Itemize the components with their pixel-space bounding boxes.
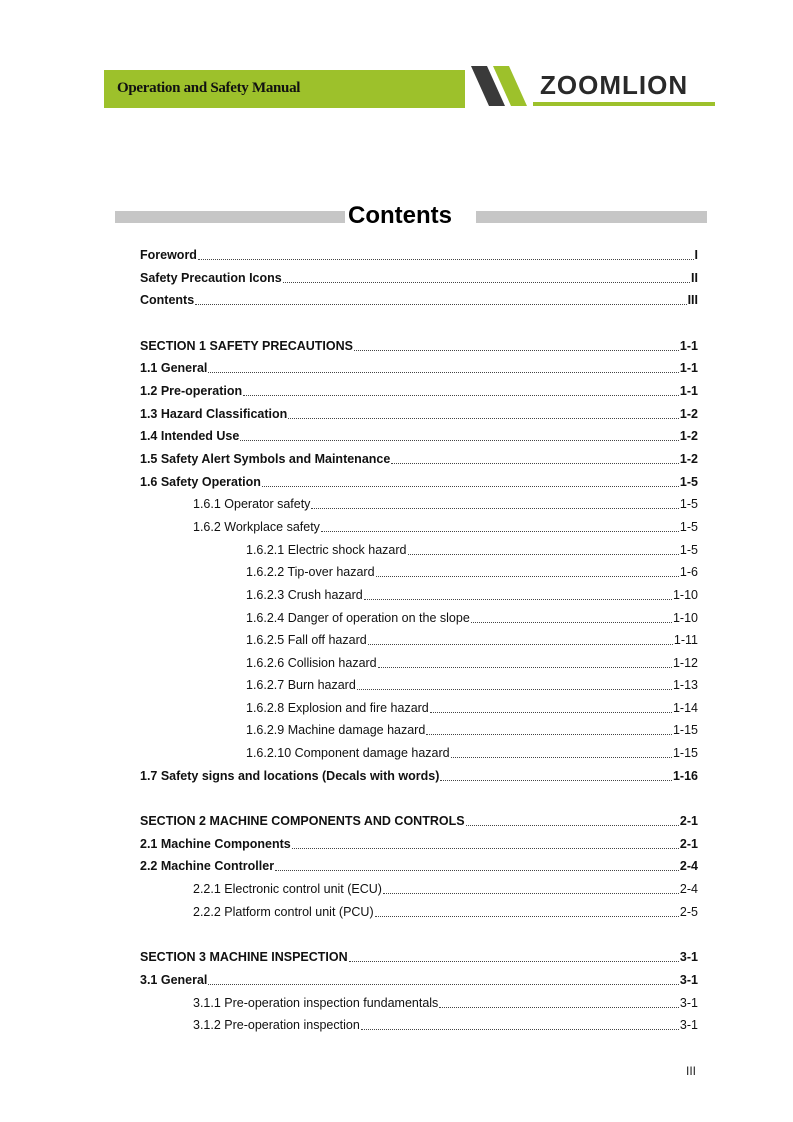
toc-dot-leader <box>439 1007 679 1008</box>
toc-entry-label: 1.6.2.3 Crush hazard <box>246 588 363 602</box>
toc-dot-leader <box>383 893 679 894</box>
toc-entry-label: 1.6.2.6 Collision hazard <box>246 656 377 670</box>
toc-entry[interactable] <box>246 609 698 625</box>
toc-entry-label: 3.1 General <box>140 973 208 987</box>
toc-entry-label: 2.2 Machine Controller <box>140 859 275 873</box>
toc-entry-label: 2.2.2 Platform control unit (PCU) <box>193 905 374 919</box>
toc-entry[interactable] <box>246 721 698 737</box>
toc-entry[interactable] <box>140 359 698 375</box>
toc-dot-leader <box>408 554 679 555</box>
toc-dot-leader <box>375 916 679 917</box>
contents-bar-right <box>476 211 707 223</box>
page-title: Contents <box>348 202 452 229</box>
toc-entry-label: Foreword <box>140 248 197 262</box>
toc-entry-label: 1.2 Pre-operation <box>140 384 243 398</box>
brand-name: ZOOMLION <box>540 70 689 100</box>
toc-entry-label: 1.6.2.7 Burn hazard <box>246 678 356 692</box>
toc-entry-page: 1-14 <box>672 701 698 715</box>
toc-dot-leader <box>430 712 672 713</box>
toc-entry-label: 1.3 Hazard Classification <box>140 407 288 421</box>
toc-entry-page: 3-1 <box>679 950 698 964</box>
toc-entry-page: 1-16 <box>672 769 698 783</box>
toc-dot-leader <box>208 372 679 373</box>
toc-entry-page: 1-1 <box>679 339 698 353</box>
toc-entry[interactable] <box>246 744 698 760</box>
toc-entry-page: 1-1 <box>679 361 698 375</box>
toc-entry-label: 1.6.2.4 Danger of operation on the slope <box>246 611 470 625</box>
toc-entry[interactable] <box>140 767 698 783</box>
toc-entry[interactable] <box>246 586 698 602</box>
toc-entry-label: 1.6.2.2 Tip-over hazard <box>246 565 375 579</box>
toc-entry-page: 1-2 <box>679 452 698 466</box>
toc-entry-page: 1-2 <box>679 407 698 421</box>
toc-entry[interactable] <box>140 971 698 987</box>
toc-dot-leader <box>288 418 679 419</box>
toc-dot-leader <box>208 984 679 985</box>
toc-dot-leader <box>240 440 679 441</box>
toc-dot-leader <box>364 599 672 600</box>
toc-entry[interactable] <box>246 654 698 670</box>
toc-entry[interactable] <box>193 880 698 896</box>
toc-entry-page: 1-2 <box>679 429 698 443</box>
toc-entry-page: 1-1 <box>679 384 698 398</box>
toc-entry[interactable] <box>140 473 698 489</box>
toc-entry-page: 3-1 <box>679 1018 698 1032</box>
toc-dot-leader <box>426 734 672 735</box>
toc-entry-label: 1.6.2.1 Electric shock hazard <box>246 543 407 557</box>
toc-entry-label: 1.7 Safety signs and locations (Decals with words) <box>140 769 440 783</box>
toc-entry-page: 2-4 <box>679 882 698 896</box>
toc-entry-page: 1-15 <box>672 746 698 760</box>
toc-entry-page: 1-5 <box>679 475 698 489</box>
toc-dot-leader <box>283 282 690 283</box>
toc-entry-label: 1.6 Safety Operation <box>140 475 261 489</box>
toc-entry[interactable] <box>140 291 698 307</box>
toc-entry-label: 1.6.2.5 Fall off hazard <box>246 633 367 647</box>
toc-entry-page: 1-5 <box>679 520 698 534</box>
toc-entry-label: 2.1 Machine Components <box>140 837 291 851</box>
toc-dot-leader <box>378 667 672 668</box>
toc-entry[interactable] <box>193 518 698 534</box>
toc-entry[interactable] <box>193 495 698 511</box>
toc-entry-page: I <box>694 248 698 262</box>
toc-dot-leader <box>354 350 679 351</box>
toc-dot-leader <box>275 870 679 871</box>
toc-dot-leader <box>376 576 679 577</box>
toc-entry-page: III <box>687 293 698 307</box>
toc-entry-label: 1.5 Safety Alert Symbols and Maintenance <box>140 452 391 466</box>
toc-entry-page: 2-4 <box>679 859 698 873</box>
toc-entry-label: 1.6.2.9 Machine damage hazard <box>246 723 426 737</box>
toc-entry-page: 1-6 <box>679 565 698 579</box>
toc-dot-leader <box>292 848 679 849</box>
toc-entry-label: 3.1.1 Pre-operation inspection fundamentals <box>193 996 439 1010</box>
toc-entry-page: 1-5 <box>679 543 698 557</box>
toc-entry-page: 1-15 <box>672 723 698 737</box>
toc-entry-label: 2.2.1 Electronic control unit (ECU) <box>193 882 382 896</box>
toc-entry[interactable] <box>140 427 698 443</box>
toc-entry-page: 2-1 <box>679 837 698 851</box>
toc-entry-label: 1.6.2.8 Explosion and fire hazard <box>246 701 429 715</box>
toc-dot-leader <box>451 757 672 758</box>
manual-title: Operation and Safety Manual <box>117 80 301 96</box>
toc-entry-page: 1-12 <box>672 656 698 670</box>
toc-entry[interactable] <box>246 676 698 692</box>
toc-dot-leader <box>321 531 679 532</box>
toc-entry[interactable] <box>140 337 698 353</box>
toc-entry-label: 1.6.1 Operator safety <box>193 497 311 511</box>
toc-entry-page: 3-1 <box>679 996 698 1010</box>
toc-entry-label: 3.1.2 Pre-operation inspection <box>193 1018 360 1032</box>
toc-dot-leader <box>349 961 679 962</box>
toc-entry-label: SECTION 1 SAFETY PRECAUTIONS <box>140 339 353 353</box>
toc-entry-label: Contents <box>140 293 195 307</box>
toc-entry[interactable] <box>140 405 698 421</box>
toc-entry-label: 1.1 General <box>140 361 208 375</box>
toc-dot-leader <box>262 486 679 487</box>
toc-dot-leader <box>471 622 672 623</box>
toc-entry-label: 1.6.2.10 Component damage hazard <box>246 746 450 760</box>
toc-entry[interactable] <box>246 563 698 579</box>
toc-entry-page: 1-11 <box>673 633 698 647</box>
page-number: III <box>686 1064 697 1078</box>
toc-dot-leader <box>198 259 694 260</box>
toc-entry[interactable] <box>140 812 698 828</box>
toc-entry-page: 1-10 <box>672 611 698 625</box>
toc-entry-page: 1-10 <box>672 588 698 602</box>
toc-entry-label: 1.6.2 Workplace safety <box>193 520 320 534</box>
toc-entry-label: SECTION 2 MACHINE COMPONENTS AND CONTROLS <box>140 814 465 828</box>
toc-entry-page: 1-13 <box>672 678 698 692</box>
toc-dot-leader <box>357 689 672 690</box>
toc-entry[interactable] <box>140 450 698 466</box>
toc-dot-leader <box>466 825 679 826</box>
toc-entry-page: 2-1 <box>679 814 698 828</box>
toc-dot-leader <box>311 508 678 509</box>
toc-dot-leader <box>391 463 679 464</box>
toc-entry[interactable] <box>246 541 698 557</box>
toc-entry-page: II <box>691 271 698 285</box>
toc-entry[interactable] <box>246 699 698 715</box>
toc-entry[interactable] <box>140 269 698 285</box>
toc-dot-leader <box>368 644 673 645</box>
toc-entry[interactable] <box>140 948 698 964</box>
toc-dot-leader <box>243 395 679 396</box>
toc-entry-page: 1-5 <box>679 497 698 511</box>
toc-entry[interactable] <box>193 1016 698 1032</box>
toc-entry-label: Safety Precaution Icons <box>140 271 282 285</box>
toc-entry[interactable] <box>193 994 698 1010</box>
toc-dot-leader <box>440 780 672 781</box>
toc-entry-label: SECTION 3 MACHINE INSPECTION <box>140 950 348 964</box>
toc-dot-leader <box>361 1029 679 1030</box>
toc-entry[interactable] <box>193 903 698 919</box>
toc-entry-page: 2-5 <box>679 905 698 919</box>
toc-entry-page: 3-1 <box>679 973 698 987</box>
toc-entry[interactable] <box>140 382 698 398</box>
toc-entry[interactable] <box>140 857 698 873</box>
toc-dot-leader <box>195 304 686 305</box>
toc-entry[interactable] <box>140 246 698 262</box>
contents-bar-left <box>115 211 345 223</box>
toc-entry-label: 1.4 Intended Use <box>140 429 240 443</box>
toc-entry[interactable] <box>140 835 698 851</box>
toc-entry[interactable] <box>246 631 698 647</box>
